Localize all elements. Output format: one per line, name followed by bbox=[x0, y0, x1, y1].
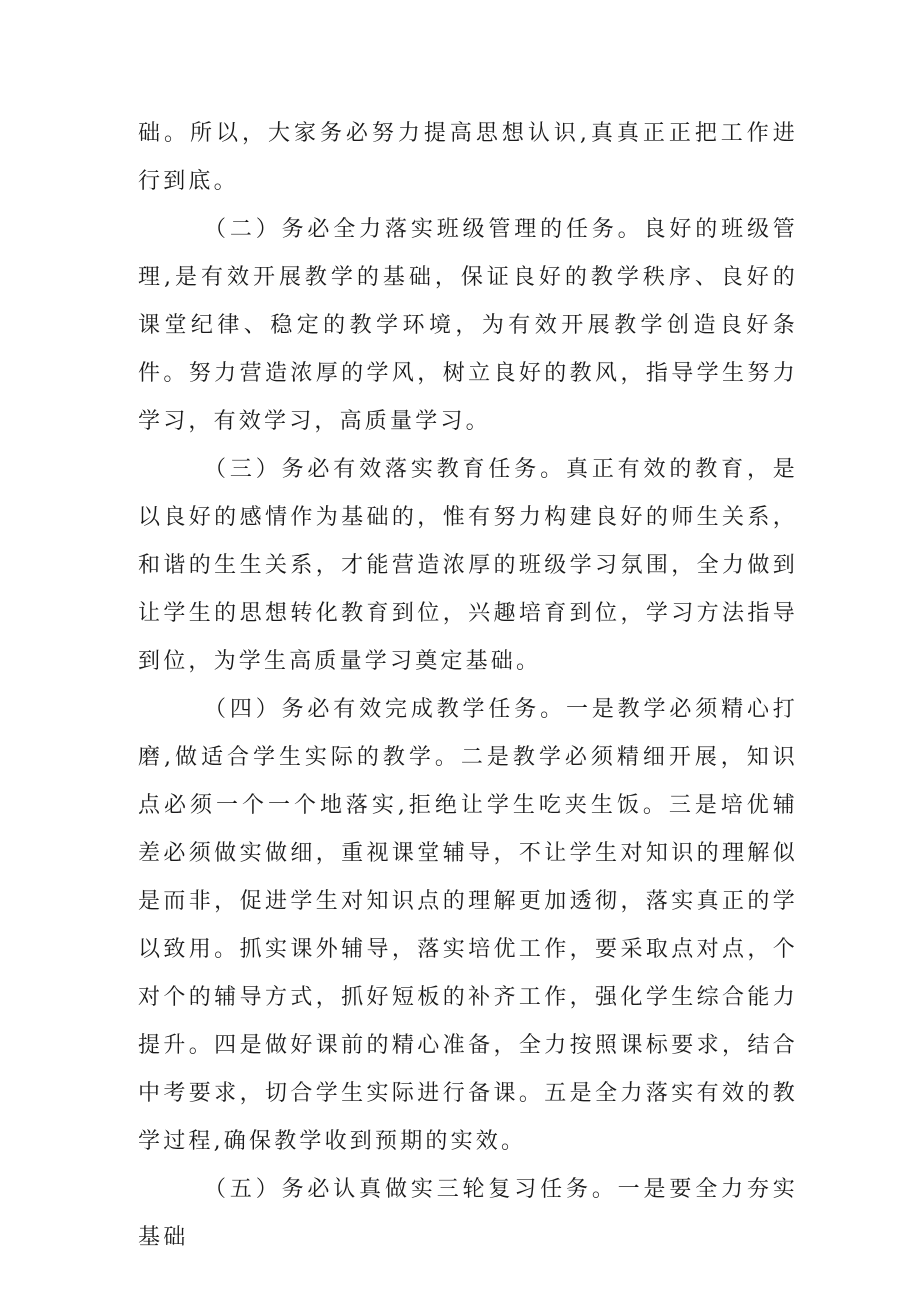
paragraph-education-task: （三）务必有效落实教育任务。真正有效的教育，是以良好的感情作为基础的，惟有努力构建良好的师生关系，和谐的生生关系，才能营造浓厚的班级学习氛围，全力做到让学生的思想转化教育到位，兴趣培育到位，学习方法指导到位，为学生高质量学习奠定基础。 bbox=[138, 457, 798, 674]
paragraph-review-task: （五）务必认真做实三轮复习任务。一是要全力夯实基础 bbox=[138, 1177, 798, 1250]
paragraph-teaching-task: （四）务必有效完成教学任务。一是教学必须精心打磨,做适合学生实际的教学。二是教学必须精细开展，知识点必须一个一个地落实,拒绝让学生吃夹生饭。三是培优辅差必须做实做细，重视课堂辅导，不让学生对知识的理解似是而非，促进学生对知识点的理解更加透彻，落实真正的学以致用。抓实课外辅导，落实培优工作，要采取点对点，个对个的辅导方式，抓好短板的补齐工作，强化学生综合能力提升。四是做好课前的精心准备，全力按照课标要求，结合中考要求，切合学生实际进行备课。五是全力落实有效的教学过程,确保教学收到预期的实效。 bbox=[138, 697, 798, 1154]
document-body bbox=[138, 110, 798, 1262]
paragraph-class-management: （二）务必全力落实班级管理的任务。良好的班级管理,是有效开展教学的基础，保证良好的教学秩序、良好的课堂纪律、稳定的教学环境，为有效开展教学创造良好条件。努力营造浓厚的学风，树立良好的教风，指导学生努力学习，有效学习，高质量学习。 bbox=[138, 217, 798, 434]
paragraph-continuation: 础。所以，大家务必努力提高思想认识,真真正正把工作进行到底。 bbox=[138, 121, 798, 194]
